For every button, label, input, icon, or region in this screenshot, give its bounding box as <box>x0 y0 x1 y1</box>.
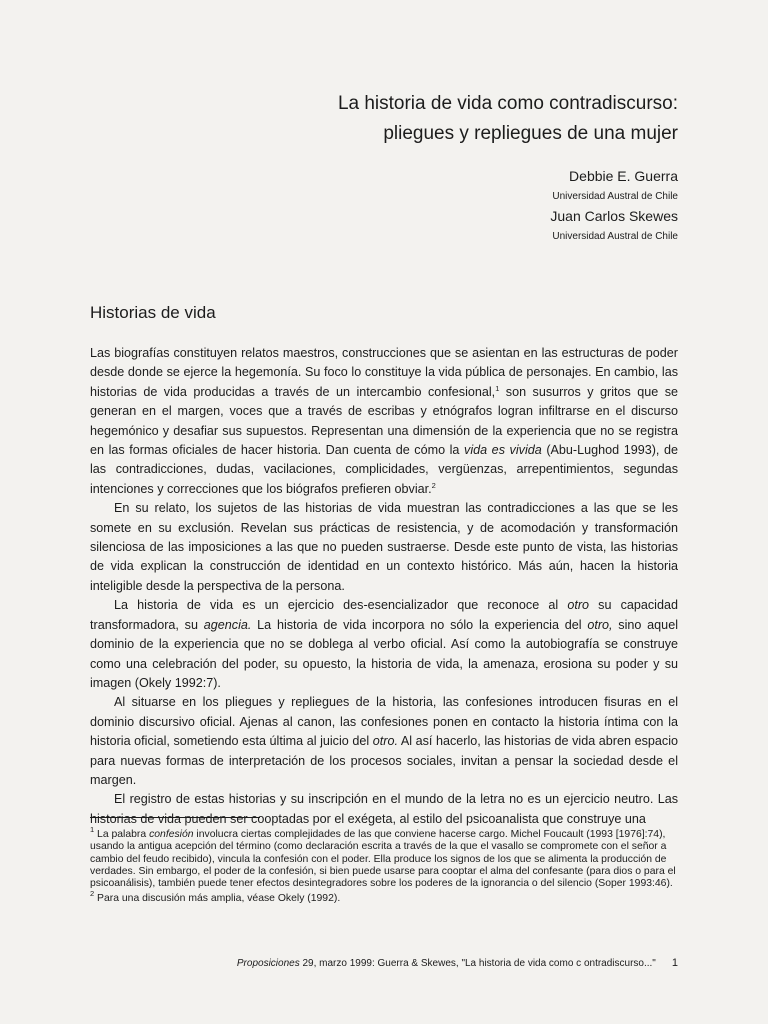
footnote-text: Para una discusión más amplia, véase Okely (1992). <box>94 893 341 905</box>
paragraph-text: Al así hacerlo, las historias de vida abren espacio para nuevas formas de interpretación de los procesos sociales, invitan a pensar la sociedad desde el margen. <box>90 734 678 787</box>
footnote <box>90 889 678 905</box>
paragraph-text: Al situarse en los pliegues y repliegues de la historia, las confesiones introducen fisuras en el dominio discursivo oficial. Ajenas al canon, las confesiones ponen en contacto la historia íntima con la historia oficial, sometiendo esta última al juicio del <box>90 695 678 749</box>
footnote-text: involucra ciertas complejidades de las que conviene hacerse cargo. Michel Foucault (1993 [1976]:74), usando la antigua acepción del término (como declaración escrita a través de la que el vasallo se compromete con el señor a cambio del feudo recibido), vincula la confesión con el poder. Ella produce los signos de los que se alimenta la producción de verdades. Sin embargo, el poder de la confesión, si bien puede usarse para cooptar el alma del confesante (para dios o para el psicoanálisis), también puede tener efectos desintegradores sobre los poderes de la ignorancia o del silencio (Soper 1993:46). <box>90 829 676 890</box>
paragraph <box>90 344 678 499</box>
paragraph-text: su capacidad transformadora, su <box>90 598 678 632</box>
title-block <box>338 89 678 244</box>
paragraph-text: (Abu-Lughod 1993), de las contradicciones, dudas, vacilaciones, complicidades, vergüenzas, arrepentimientos, segundas intenciones y correcciones que los biógrafos prefieren obviar. <box>90 443 678 496</box>
footnote-marker: 2 <box>90 889 95 899</box>
body-text <box>90 344 678 829</box>
paragraph-text: La historia de vida es un ejercicio des-esencializador que reconoce al <box>114 598 568 613</box>
paragraph-emphasis: vida es vivida <box>464 443 542 458</box>
article-title-line-2: pliegues y repliegues de una mujer <box>383 123 678 144</box>
footer-citation: 29, marzo 1999: Guerra & Skewes, "La historia de vida como c ontradiscurso..." <box>299 958 656 969</box>
paragraph-emphasis: otro <box>567 598 590 613</box>
paragraph <box>90 693 678 790</box>
paragraph-text: En su relato, los sujetos de las historias de vida muestran las contradicciones a las que se les somete en su exclusión. Revelan sus prácticas de resistencia, y de acomodación y transformación silenciosa de las imposiciones a las que no pueden sustraerse. Desde este punto de vista, las historias de vida explican la construcción de identidad en un contexto histórico. Más aún, hacen la historia inteligible desde la perspectiva de la persona. <box>90 501 678 593</box>
paragraph <box>90 499 678 596</box>
page-footer <box>237 957 678 969</box>
section-heading: Historias de vida <box>90 303 216 322</box>
paragraph-text: sino aquel dominio de la experiencia que no se doblega al verbo oficial. Así como la autobiografía se construye como una celebración del poder, su opuesto, la historia de vida, la amenaza, erosiona su poder y su imagen (Okely 1992:7). <box>90 617 678 690</box>
paragraph <box>90 596 678 693</box>
footnote-rule <box>90 817 260 818</box>
footnote-marker: 1 <box>495 383 500 393</box>
paragraph-emphasis: agencia. <box>203 617 252 632</box>
article-title-line-1: La historia de vida como contradiscurso: <box>337 93 678 114</box>
paragraph <box>90 790 678 829</box>
footnote <box>90 825 678 890</box>
page-number: 1 <box>671 957 678 969</box>
footer-journal: Proposiciones <box>236 958 300 969</box>
footnote-emphasis: confesión <box>149 829 194 840</box>
paragraph-emphasis: otro. <box>372 734 398 749</box>
affiliation-1: Universidad Austral de Chile <box>552 191 678 202</box>
paragraph-text: El registro de estas historias y su inscripción en el mundo de la letra no es un ejercicio neutro. Las historias de vida pueden ser cooptadas por el exégeta, al estilo del psicoanalista que construye una <box>90 792 678 826</box>
paragraph-text: Las biografías constituyen relatos maestros, construcciones que se asientan en las estructuras de poder desde donde se ejerce la hegemonía. Su foco lo constituye la vida pública de personajes. En cambio, las historias de vida producidas a través de un intercambio confesional, <box>90 346 678 399</box>
author-2: Juan Carlos Skewes <box>550 208 678 224</box>
footnotes <box>90 825 678 909</box>
affiliation-2: Universidad Austral de Chile <box>552 231 678 242</box>
footnote-marker: 1 <box>90 825 95 834</box>
paragraph-text: La historia de vida incorpora no sólo la experiencia del <box>251 617 588 632</box>
footnote-marker: 2 <box>431 480 436 490</box>
footnote-text: La palabra <box>94 829 150 840</box>
paragraph-text: son susurros y gritos que se generan en el margen, voces que a través de escribas y etnógrafos logran infiltrarse en el discurso hegemónico y desafiar sus supuestos. Representan una dimensión de la experiencia que no se registra en las formas oficiales de hacer historia. Dan cuenta de cómo la <box>90 384 678 458</box>
paragraph-emphasis: otro, <box>587 617 613 632</box>
author-1: Debbie E. Guerra <box>569 168 678 184</box>
